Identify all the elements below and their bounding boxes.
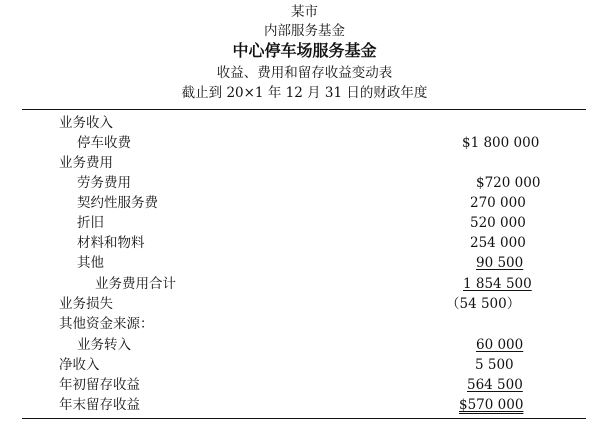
row-label: 劳务费用: [77, 175, 131, 191]
row-amount: 270 000: [470, 195, 526, 211]
row-amount: 254 000: [470, 235, 526, 251]
row-net-income: [0, 355, 609, 375]
row-label: 业务费用合计: [95, 276, 176, 292]
row-other: [0, 253, 609, 273]
row-retained-earnings-beginning: [0, 375, 609, 395]
row-amount: $720 000: [476, 175, 541, 191]
row-amount: 90 500: [476, 255, 524, 271]
row-label: 业务收入: [59, 115, 113, 131]
row-label: 材料和物料: [77, 235, 145, 251]
row-amount: 60 000: [476, 337, 524, 353]
row-label: 净收入: [59, 357, 100, 373]
top-rule: [22, 109, 586, 110]
row-operating-revenue: [0, 113, 609, 133]
row-label: 契约性服务费: [77, 195, 158, 211]
row-depreciation: [0, 213, 609, 233]
row-label: 其他资金来源：: [59, 316, 154, 332]
row-label: 停车收费: [77, 135, 131, 151]
row-operating-expenses: [0, 153, 609, 173]
row-label: 折旧: [77, 215, 104, 231]
row-label: 年初留存收益: [59, 377, 140, 393]
row-label: 业务费用: [59, 155, 113, 171]
header-fund-name: 中心停车场服务基金: [232, 41, 377, 60]
row-other-sources: [0, 314, 609, 334]
row-amount: 5 500: [475, 357, 514, 373]
header-statement-title: 收益、费用和留存收益变动表: [216, 65, 393, 81]
row-transfers-in: [0, 335, 609, 355]
bottom-rule: [22, 418, 586, 419]
row-operating-loss: [0, 294, 609, 314]
row-materials: [0, 233, 609, 253]
row-amount: $1 800 000: [462, 135, 540, 151]
row-label: 年末留存收益: [59, 397, 140, 413]
row-labor: [0, 173, 609, 193]
header-city: 某市: [291, 4, 318, 20]
row-amount: 520 000: [470, 215, 526, 231]
row-amount: （54 500）: [446, 296, 521, 312]
row-amount: 1 854 500: [463, 276, 532, 292]
row-label: 业务损失: [59, 296, 113, 312]
header-period: 截止到 20×1 年 12 月 31 日的财政年度: [181, 85, 428, 101]
row-label: 业务转入: [77, 337, 131, 353]
row-total-expenses: [0, 274, 609, 294]
row-amount: $570 000: [459, 397, 524, 413]
row-label: 其他: [77, 255, 104, 271]
row-retained-earnings-ending: [0, 395, 609, 415]
row-amount: 564 500: [467, 377, 523, 393]
row-parking-fees: [0, 133, 609, 153]
header-fund-type: 内部服务基金: [264, 23, 345, 39]
row-contract-services: [0, 193, 609, 213]
